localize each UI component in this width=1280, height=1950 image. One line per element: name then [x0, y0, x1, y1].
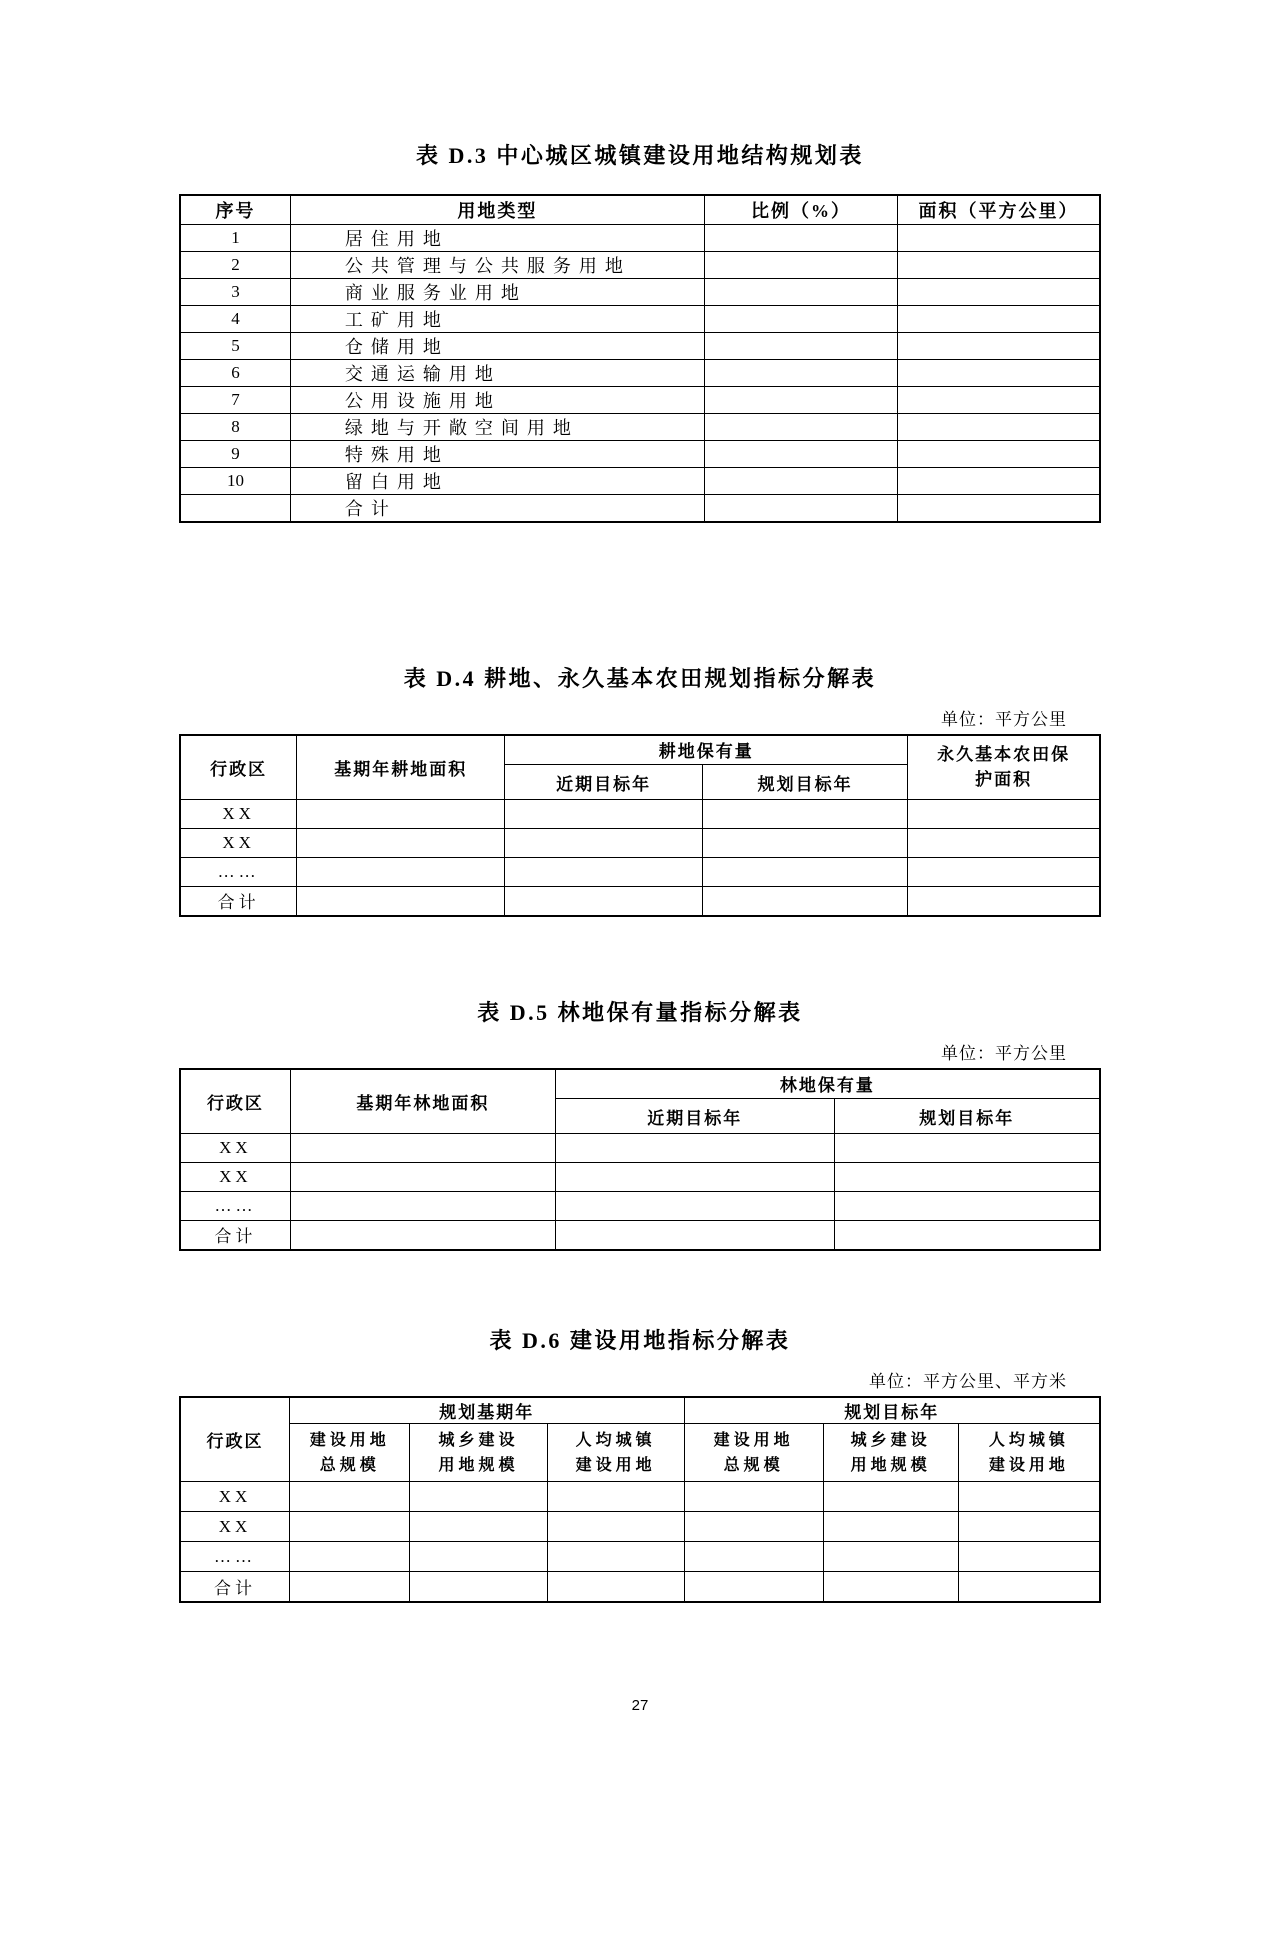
ratio-cell: [704, 251, 897, 278]
column-header-region: 行政区: [180, 1397, 289, 1482]
region-cell: XX: [180, 1163, 290, 1192]
table-row: [180, 332, 1100, 359]
value-cell: [703, 858, 908, 887]
table-row: [180, 359, 1100, 386]
table-d5-unit: 单位：平方公里: [941, 1043, 1067, 1063]
serial-cell: 9: [180, 440, 290, 467]
column-header-serial: 序号: [180, 195, 290, 224]
column-header-urban-rural-scale: [823, 1424, 958, 1482]
value-cell: [958, 1482, 1100, 1512]
value-cell: [290, 1221, 555, 1250]
value-cell: [505, 887, 703, 916]
area-cell: [898, 386, 1100, 413]
value-cell: [834, 1134, 1100, 1163]
value-cell: [289, 1572, 410, 1602]
value-cell: [555, 1134, 834, 1163]
table-row-total: [180, 1221, 1100, 1250]
column-header-area: 面积（平方公里）: [898, 195, 1100, 224]
land-type-cell: 仓储用地: [290, 332, 704, 359]
area-cell: [898, 467, 1100, 494]
value-cell: [684, 1482, 823, 1512]
region-cell: XX: [180, 1482, 289, 1512]
permanent-farmland-label: 永久基本农田保护面积: [937, 745, 1071, 790]
value-cell: [410, 1542, 547, 1572]
serial-cell: 8: [180, 413, 290, 440]
value-cell: [505, 858, 703, 887]
table-row: [180, 305, 1100, 332]
table-row: [180, 829, 1100, 858]
column-header-total-scale: [684, 1424, 823, 1482]
value-cell: [547, 1482, 684, 1512]
table-row: [180, 224, 1100, 251]
serial-cell: 1: [180, 224, 290, 251]
region-cell: XX: [180, 1512, 289, 1542]
total-label-cell: 合计: [180, 1221, 290, 1250]
land-type-cell: 公用设施用地: [290, 386, 704, 413]
serial-cell: 5: [180, 332, 290, 359]
ratio-cell: [704, 359, 897, 386]
value-cell: [297, 887, 505, 916]
column-header-region: 行政区: [180, 735, 297, 800]
table-row: [180, 858, 1100, 887]
value-cell: [834, 1163, 1100, 1192]
land-type-cell: 居住用地: [290, 224, 704, 251]
value-cell: [289, 1482, 410, 1512]
table-d6-unit: 单位：平方公里、平方米: [869, 1371, 1067, 1391]
column-group-retention: 耕地保有量: [505, 735, 908, 765]
table-header-row: [180, 195, 1100, 224]
table-d5: [179, 1068, 1101, 1251]
table-row: [180, 1163, 1100, 1192]
value-cell: [410, 1572, 547, 1602]
value-cell: [290, 1134, 555, 1163]
serial-cell: 4: [180, 305, 290, 332]
ratio-cell: [704, 413, 897, 440]
ratio-cell: [704, 386, 897, 413]
land-type-cell: 公共管理与公共服务用地: [290, 251, 704, 278]
urban-rural-scale-label: 城乡建设用地规模: [850, 1431, 931, 1474]
ratio-cell: [704, 467, 897, 494]
table-header-row: [180, 1069, 1100, 1099]
value-cell: [555, 1221, 834, 1250]
column-header-total-scale: [289, 1424, 410, 1482]
region-cell: XX: [180, 829, 297, 858]
serial-cell: 10: [180, 467, 290, 494]
serial-cell: 3: [180, 278, 290, 305]
land-type-cell: 交通运输用地: [290, 359, 704, 386]
area-cell: [898, 278, 1100, 305]
region-cell: ……: [180, 1192, 290, 1221]
column-header-region: 行政区: [180, 1069, 290, 1134]
serial-cell: [180, 494, 290, 522]
table-row: [180, 278, 1100, 305]
table-d3-title: 表 D.3 中心城区城镇建设用地结构规划表: [416, 143, 864, 168]
serial-cell: 7: [180, 386, 290, 413]
value-cell: [684, 1542, 823, 1572]
table-row: [180, 467, 1100, 494]
area-cell: [898, 440, 1100, 467]
value-cell: [908, 858, 1100, 887]
per-capita-label: 人均城镇建设用地: [988, 1431, 1069, 1474]
value-cell: [297, 829, 505, 858]
value-cell: [290, 1163, 555, 1192]
table-d6-title: 表 D.6 建设用地指标分解表: [489, 1327, 791, 1353]
table-row: [180, 1192, 1100, 1221]
region-cell: ……: [180, 1542, 289, 1572]
column-header-near-target: 近期目标年: [555, 1099, 834, 1134]
table-d4-unit: 单位：平方公里: [941, 709, 1067, 729]
value-cell: [505, 829, 703, 858]
area-cell: [898, 332, 1100, 359]
column-group-retention: 林地保有量: [555, 1069, 1100, 1099]
table-row: [180, 386, 1100, 413]
ratio-cell: [704, 332, 897, 359]
table-d3: [179, 194, 1101, 523]
table-row: [180, 440, 1100, 467]
column-group-base-year: 规划基期年: [289, 1397, 684, 1424]
value-cell: [297, 800, 505, 829]
value-cell: [908, 829, 1100, 858]
table-subheader-row: [180, 1424, 1100, 1482]
table-d4-title: 表 D.4 耕地、永久基本农田规划指标分解表: [403, 665, 877, 691]
ratio-cell: [704, 494, 897, 522]
area-cell: [898, 413, 1100, 440]
column-header-ratio: 比例（%）: [704, 195, 897, 224]
table-row-total: [180, 887, 1100, 916]
total-scale-label: 建设用地总规模: [309, 1431, 390, 1474]
land-type-cell: 绿地与开敞空间用地: [290, 413, 704, 440]
value-cell: [555, 1192, 834, 1221]
urban-rural-scale-label: 城乡建设用地规模: [438, 1431, 519, 1474]
value-cell: [289, 1542, 410, 1572]
region-cell: ……: [180, 858, 297, 887]
land-type-cell: 工矿用地: [290, 305, 704, 332]
column-header-base-year: 基期年耕地面积: [297, 735, 505, 800]
column-header-per-capita: [547, 1424, 684, 1482]
table-d4: [179, 734, 1101, 917]
value-cell: [555, 1163, 834, 1192]
page-number: 27: [631, 1696, 649, 1714]
land-type-cell: 商业服务业用地: [290, 278, 704, 305]
table-row: [180, 800, 1100, 829]
column-header-near-target: 近期目标年: [505, 765, 703, 800]
land-type-cell: 留白用地: [290, 467, 704, 494]
table-row: [180, 1542, 1100, 1572]
value-cell: [834, 1192, 1100, 1221]
table-row: [180, 1512, 1100, 1542]
table-header-row: [180, 1397, 1100, 1424]
total-scale-label: 建设用地总规模: [713, 1431, 794, 1474]
per-capita-label: 人均城镇建设用地: [575, 1431, 656, 1474]
value-cell: [823, 1572, 958, 1602]
column-header-land-type: 用地类型: [290, 195, 704, 224]
column-header-plan-target: 规划目标年: [703, 765, 908, 800]
region-cell: XX: [180, 800, 297, 829]
column-header-per-capita: [958, 1424, 1100, 1482]
value-cell: [703, 829, 908, 858]
value-cell: [547, 1542, 684, 1572]
table-d6: [179, 1396, 1101, 1603]
value-cell: [684, 1512, 823, 1542]
value-cell: [908, 800, 1100, 829]
value-cell: [410, 1482, 547, 1512]
value-cell: [410, 1512, 547, 1542]
table-row: [180, 251, 1100, 278]
page-content: [179, 140, 1101, 1714]
table-row: [180, 1134, 1100, 1163]
land-type-cell: 特殊用地: [290, 440, 704, 467]
area-cell: [898, 359, 1100, 386]
column-header-base-year: 基期年林地面积: [290, 1069, 555, 1134]
table-header-row: [180, 735, 1100, 765]
value-cell: [834, 1221, 1100, 1250]
ratio-cell: [704, 440, 897, 467]
value-cell: [958, 1572, 1100, 1602]
column-header-urban-rural-scale: [410, 1424, 547, 1482]
ratio-cell: [704, 278, 897, 305]
value-cell: [823, 1512, 958, 1542]
value-cell: [958, 1542, 1100, 1572]
serial-cell: 2: [180, 251, 290, 278]
column-group-target-year: 规划目标年: [684, 1397, 1100, 1424]
region-cell: XX: [180, 1134, 290, 1163]
table-row: [180, 413, 1100, 440]
ratio-cell: [704, 305, 897, 332]
value-cell: [547, 1512, 684, 1542]
value-cell: [703, 887, 908, 916]
area-cell: [898, 494, 1100, 522]
table-row-total: [180, 494, 1100, 522]
area-cell: [898, 305, 1100, 332]
value-cell: [290, 1192, 555, 1221]
total-label-cell: 合计: [180, 1572, 289, 1602]
value-cell: [289, 1512, 410, 1542]
value-cell: [908, 887, 1100, 916]
value-cell: [823, 1542, 958, 1572]
value-cell: [703, 800, 908, 829]
value-cell: [958, 1512, 1100, 1542]
value-cell: [297, 858, 505, 887]
column-header-permanent-farmland: [908, 735, 1100, 800]
ratio-cell: [704, 224, 897, 251]
column-header-plan-target: 规划目标年: [834, 1099, 1100, 1134]
value-cell: [505, 800, 703, 829]
value-cell: [823, 1482, 958, 1512]
area-cell: [898, 224, 1100, 251]
total-label-cell: 合计: [290, 494, 704, 522]
table-row-total: [180, 1572, 1100, 1602]
value-cell: [547, 1572, 684, 1602]
table-d5-title: 表 D.5 林地保有量指标分解表: [477, 999, 803, 1025]
total-label-cell: 合计: [180, 887, 297, 916]
serial-cell: 6: [180, 359, 290, 386]
value-cell: [684, 1572, 823, 1602]
table-row: [180, 1482, 1100, 1512]
area-cell: [898, 251, 1100, 278]
